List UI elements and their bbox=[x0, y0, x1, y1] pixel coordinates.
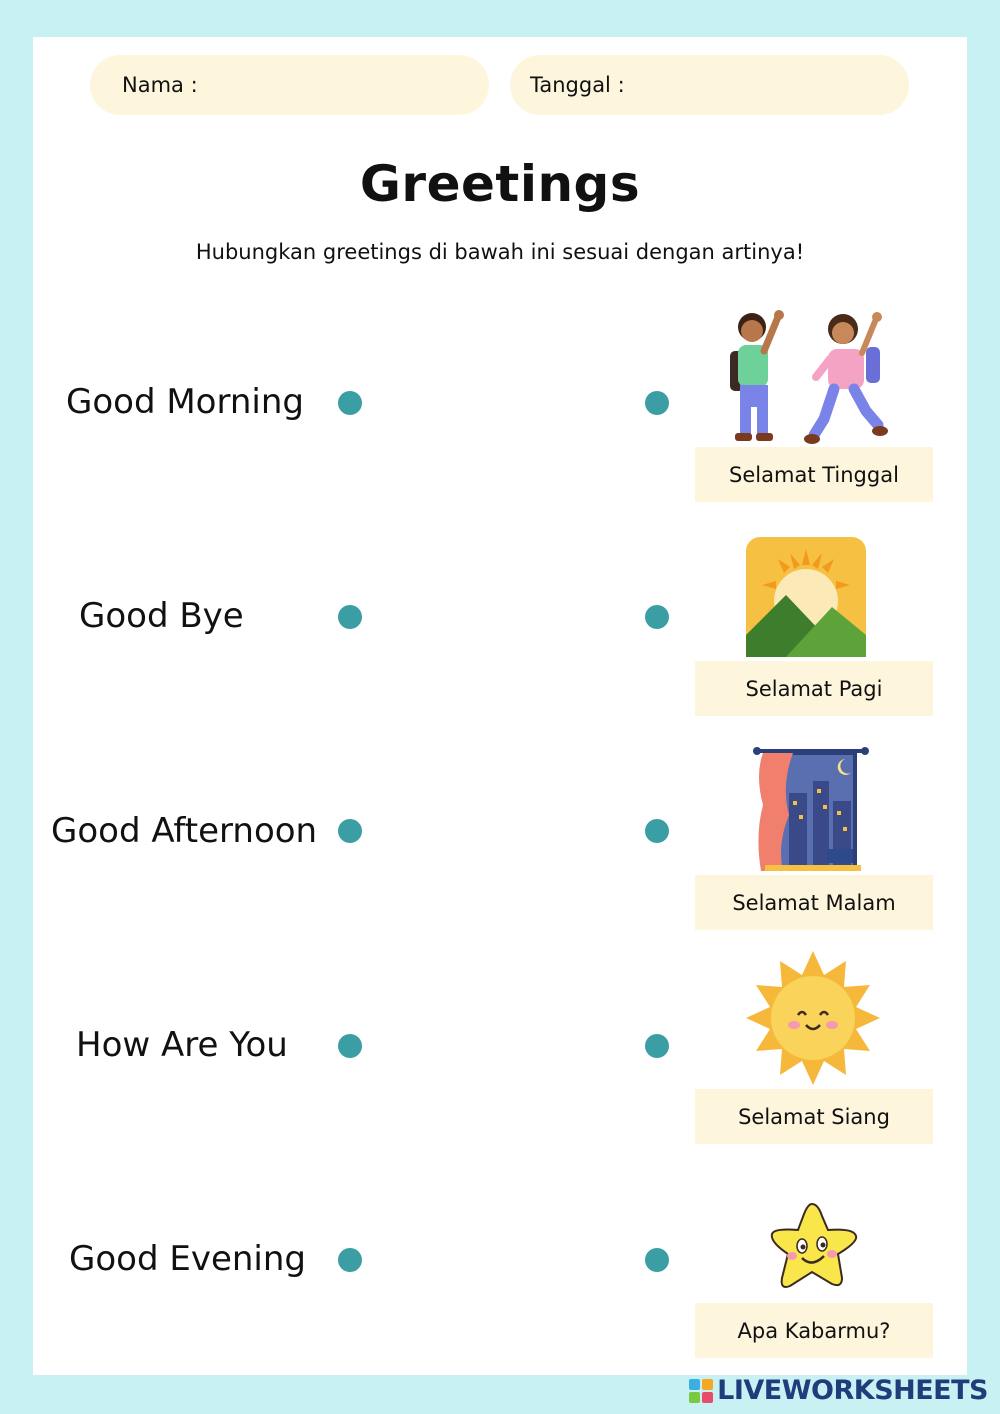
right-item-selamat-tinggal: Selamat Tinggal bbox=[695, 447, 933, 502]
page-title: Greetings bbox=[359, 155, 641, 213]
sunrise-mountains-image bbox=[746, 537, 866, 657]
left-item-good-morning: Good Morning bbox=[66, 382, 304, 422]
left-item-good-afternoon: Good Afternoon bbox=[51, 811, 318, 851]
right-match-dot[interactable] bbox=[645, 605, 669, 629]
name-label: Nama : bbox=[122, 73, 198, 97]
left-match-dot[interactable] bbox=[338, 605, 362, 629]
left-match-dot[interactable] bbox=[338, 1034, 362, 1058]
left-item-how-are-you: How Are You bbox=[76, 1025, 288, 1065]
right-match-dot[interactable] bbox=[645, 1248, 669, 1272]
liveworksheets-brand: LIVEWORKSHEETS bbox=[717, 1375, 988, 1406]
right-item-selamat-pagi: Selamat Pagi bbox=[695, 661, 933, 716]
liveworksheets-logo-icon bbox=[689, 1379, 713, 1403]
waving-kids-image bbox=[716, 307, 896, 447]
date-label: Tanggal : bbox=[530, 73, 625, 97]
night-window-image bbox=[753, 745, 869, 875]
left-match-dot[interactable] bbox=[338, 819, 362, 843]
right-match-dot[interactable] bbox=[645, 1034, 669, 1058]
right-item-apa-kabarmu: Apa Kabarmu? bbox=[695, 1303, 933, 1358]
left-item-good-bye: Good Bye bbox=[79, 596, 244, 636]
smiling-star-image bbox=[768, 1200, 860, 1290]
right-item-selamat-siang: Selamat Siang bbox=[695, 1089, 933, 1144]
instruction-text: Hubungkan greetings di bawah ini sesuai dengan artinya! bbox=[195, 240, 805, 264]
left-match-dot[interactable] bbox=[338, 391, 362, 415]
date-field[interactable] bbox=[510, 55, 909, 115]
smiling-sun-image bbox=[746, 951, 880, 1085]
left-match-dot[interactable] bbox=[338, 1248, 362, 1272]
right-item-selamat-malam: Selamat Malam bbox=[695, 875, 933, 930]
liveworksheets-logo bbox=[689, 1375, 988, 1406]
worksheet bbox=[33, 37, 967, 1375]
right-match-dot[interactable] bbox=[645, 391, 669, 415]
name-field[interactable] bbox=[90, 55, 489, 115]
left-item-good-evening: Good Evening bbox=[69, 1239, 306, 1279]
right-match-dot[interactable] bbox=[645, 819, 669, 843]
